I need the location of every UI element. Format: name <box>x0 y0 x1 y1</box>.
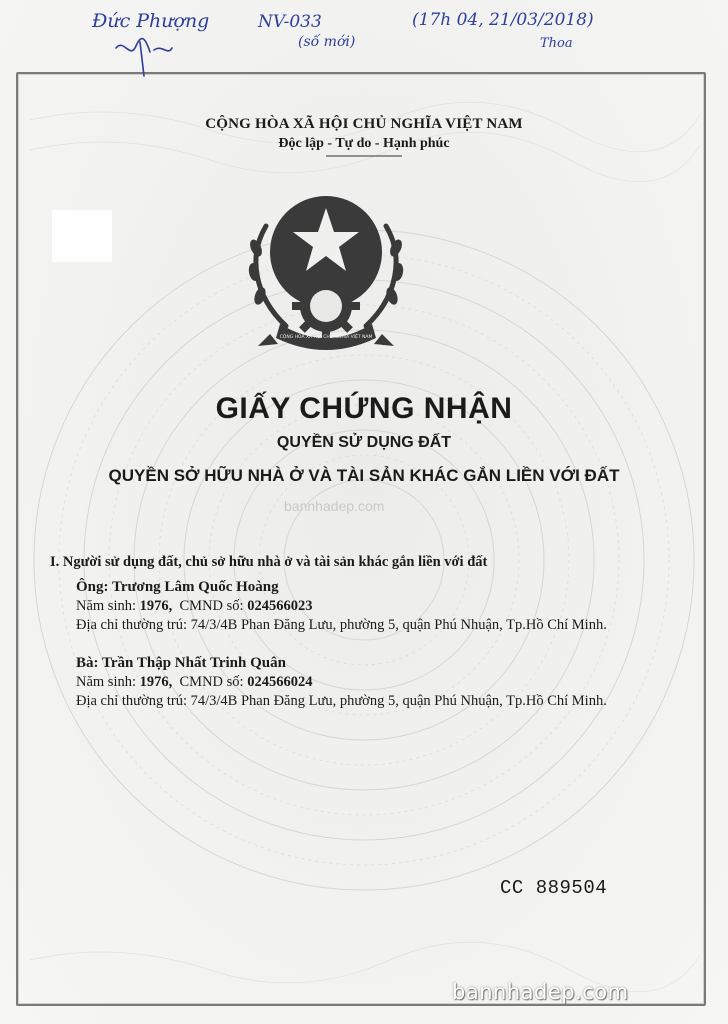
handwritten-note: (số mới) <box>298 34 356 50</box>
certificate-title: GIẤY CHỨNG NHẬN <box>215 392 513 425</box>
handwritten-datetime: (17h 04, 21/03/2018) <box>412 10 594 30</box>
owner-name: Bà: Trần Thập Nhất Trinh Quân <box>76 655 286 671</box>
motto-heading: Độc lập - Tự do - Hạnh phúc <box>278 136 450 151</box>
certificate-subtitle-1: QUYỀN SỬ DỤNG ĐẤT <box>276 434 452 451</box>
national-emblem <box>240 186 412 352</box>
owner-block <box>76 578 636 635</box>
nation-heading: CỘNG HÒA XÃ HỘI CHỦ NGHĨA VIỆT NAM <box>205 116 523 132</box>
owner-address: Địa chỉ thường trú: 74/3/4B Phan Đăng Lưu, phường 5, quận Phú Nhuận, Tp.Hồ Chí Minh. <box>76 617 607 633</box>
motto-underline <box>326 154 402 158</box>
serial-number: CC 889504 <box>500 877 608 899</box>
handwritten-signoff: Thoa <box>540 36 573 51</box>
redacted-box <box>52 210 112 262</box>
owner-block <box>76 654 636 711</box>
emblem-ribbon-text: CỘNG HÒA XÃ HỘI CHỦ NGHĨA VIỆT NAM <box>279 335 373 340</box>
section-heading: I. Người sử dụng đất, chủ sở hữu nhà ở và tài sản khác gắn liền với đất <box>50 554 488 570</box>
handwritten-code: NV-033 <box>258 12 322 32</box>
owner-name: Ông: Trương Lâm Quốc Hoàng <box>76 579 279 595</box>
owner-birth-id: Năm sinh: 1976, CMND số: 024566023 <box>76 598 313 614</box>
owner-address: Địa chỉ thường trú: 74/3/4B Phan Đăng Lưu, phường 5, quận Phú Nhuận, Tp.Hồ Chí Minh. <box>76 693 607 709</box>
handwritten-name: Đức Phượng <box>92 10 210 32</box>
handwritten-signature <box>110 30 180 80</box>
certificate-subtitle-2: QUYỀN SỞ HỮU NHÀ Ở VÀ TÀI SẢN KHÁC GẮN LIỀN VỚI ĐẤT <box>108 466 620 485</box>
center-watermark: bannhadep.com <box>284 498 385 514</box>
owner-birth-id: Năm sinh: 1976, CMND số: 024566024 <box>76 674 313 690</box>
footer-watermark: bannhadep.com <box>452 980 629 1004</box>
